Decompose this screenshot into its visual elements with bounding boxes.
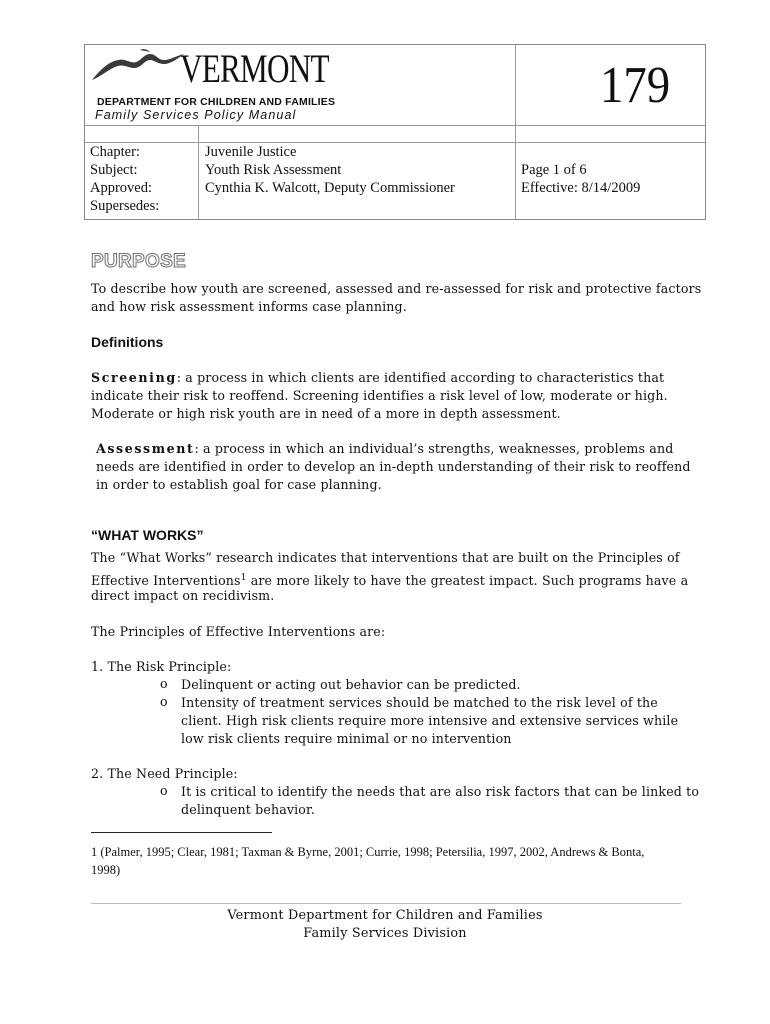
logo-wordmark: VERMONT xyxy=(180,46,329,91)
purpose-text-line: and how risk assessment informs case planning. xyxy=(91,299,407,314)
assessment-definition-line: needs are identified in order to develop an in-depth understanding of their risk to reoffend xyxy=(96,459,691,474)
effective-date: Effective: 8/14/2009 xyxy=(521,180,641,196)
department-name: DEPARTMENT FOR CHILDREN AND FAMILIES xyxy=(97,96,336,108)
manual-title: Family Services Policy Manual xyxy=(95,108,297,122)
what-works-text: Effective Interventions xyxy=(91,573,241,589)
what-works-line: direct impact on recidivism. xyxy=(91,588,275,603)
footnote-reference: 1 xyxy=(240,573,247,583)
purpose-heading: PURPOSE xyxy=(91,251,187,272)
risk-bullet-text: Delinquent or acting out behavior can be predicted. xyxy=(181,677,521,692)
subject-value: Youth Risk Assessment xyxy=(205,162,342,178)
subject-label: Subject: xyxy=(90,162,138,178)
policy-number: 179 xyxy=(600,57,671,114)
risk-bullet-text: client. High risk clients require more intensive and extensive services while xyxy=(181,713,679,728)
what-works-line: The “What Works” research indicates that interventions that are built on the Principles of xyxy=(91,550,680,565)
what-works-text: are more likely to have the greatest impact. Such programs have a xyxy=(246,573,689,589)
table-divider-vertical-label xyxy=(198,125,199,219)
chapter-label: Chapter: xyxy=(90,144,140,160)
bullet-icon: o xyxy=(160,783,168,798)
assessment-definition-line xyxy=(96,440,673,458)
table-divider-vertical-main xyxy=(515,45,516,219)
need-principle-title: 2. The Need Principle: xyxy=(91,766,238,781)
assessment-definition-line: in order to establish goal for case planning. xyxy=(96,477,382,492)
vermont-logo-mountain-icon xyxy=(90,48,186,84)
need-bullet-text: delinquent behavior. xyxy=(181,802,315,817)
table-divider-horizontal xyxy=(85,125,705,126)
principles-intro: The Principles of Effective Interventions are: xyxy=(91,624,386,639)
purpose-text-line: To describe how youth are screened, assessed and re-assessed for risk and protective factors xyxy=(91,281,702,296)
bullet-icon: o xyxy=(160,694,168,709)
footnote-separator xyxy=(91,832,272,833)
screening-definition-line: indicate their risk to reoffend. Screening identifies a risk level of low, moderate or high. xyxy=(91,388,668,403)
what-works-heading: “WHAT WORKS” xyxy=(91,527,204,543)
footer-line: Vermont Department for Children and Families xyxy=(227,908,543,923)
risk-principle-title: 1. The Risk Principle: xyxy=(91,659,232,674)
screening-definition-line: Moderate or high risk youth are in need of a more in depth assessment. xyxy=(91,406,561,421)
approved-value: Cynthia K. Walcott, Deputy Commissioner xyxy=(205,180,455,196)
footer-line: Family Services Division xyxy=(303,926,467,941)
footnote-line: 1998) xyxy=(91,863,121,877)
page-indicator: Page 1 of 6 xyxy=(521,162,587,178)
assessment-text: : a process in which an individual’s strengths, weaknesses, problems and xyxy=(194,441,674,456)
screening-text: : a process in which clients are identified according to characteristics that xyxy=(176,370,665,385)
approved-label: Approved: xyxy=(90,180,153,196)
definitions-heading: Definitions xyxy=(91,334,164,350)
footnote-line: 1 (Palmer, 1995; Clear, 1981; Taxman & Byrne, 2001; Currie, 1998; Petersilia, 1997, 2002, Andrews & Bonta, xyxy=(91,845,645,859)
bullet-icon: o xyxy=(160,676,168,691)
footer-rule xyxy=(91,903,681,904)
supersedes-label: Supersedes: xyxy=(90,198,160,214)
chapter-value: Juvenile Justice xyxy=(205,144,297,160)
risk-bullet-text: low risk clients require minimal or no intervention xyxy=(181,731,512,746)
screening-definition-line xyxy=(91,369,664,387)
screening-term: Screening xyxy=(91,370,177,385)
need-bullet-text: It is critical to identify the needs that are also risk factors that can be linked to xyxy=(181,784,700,799)
assessment-term: Assessment xyxy=(96,441,195,456)
table-divider-horizontal xyxy=(85,142,705,143)
risk-bullet-text: Intensity of treatment services should be matched to the risk level of the xyxy=(181,695,658,710)
